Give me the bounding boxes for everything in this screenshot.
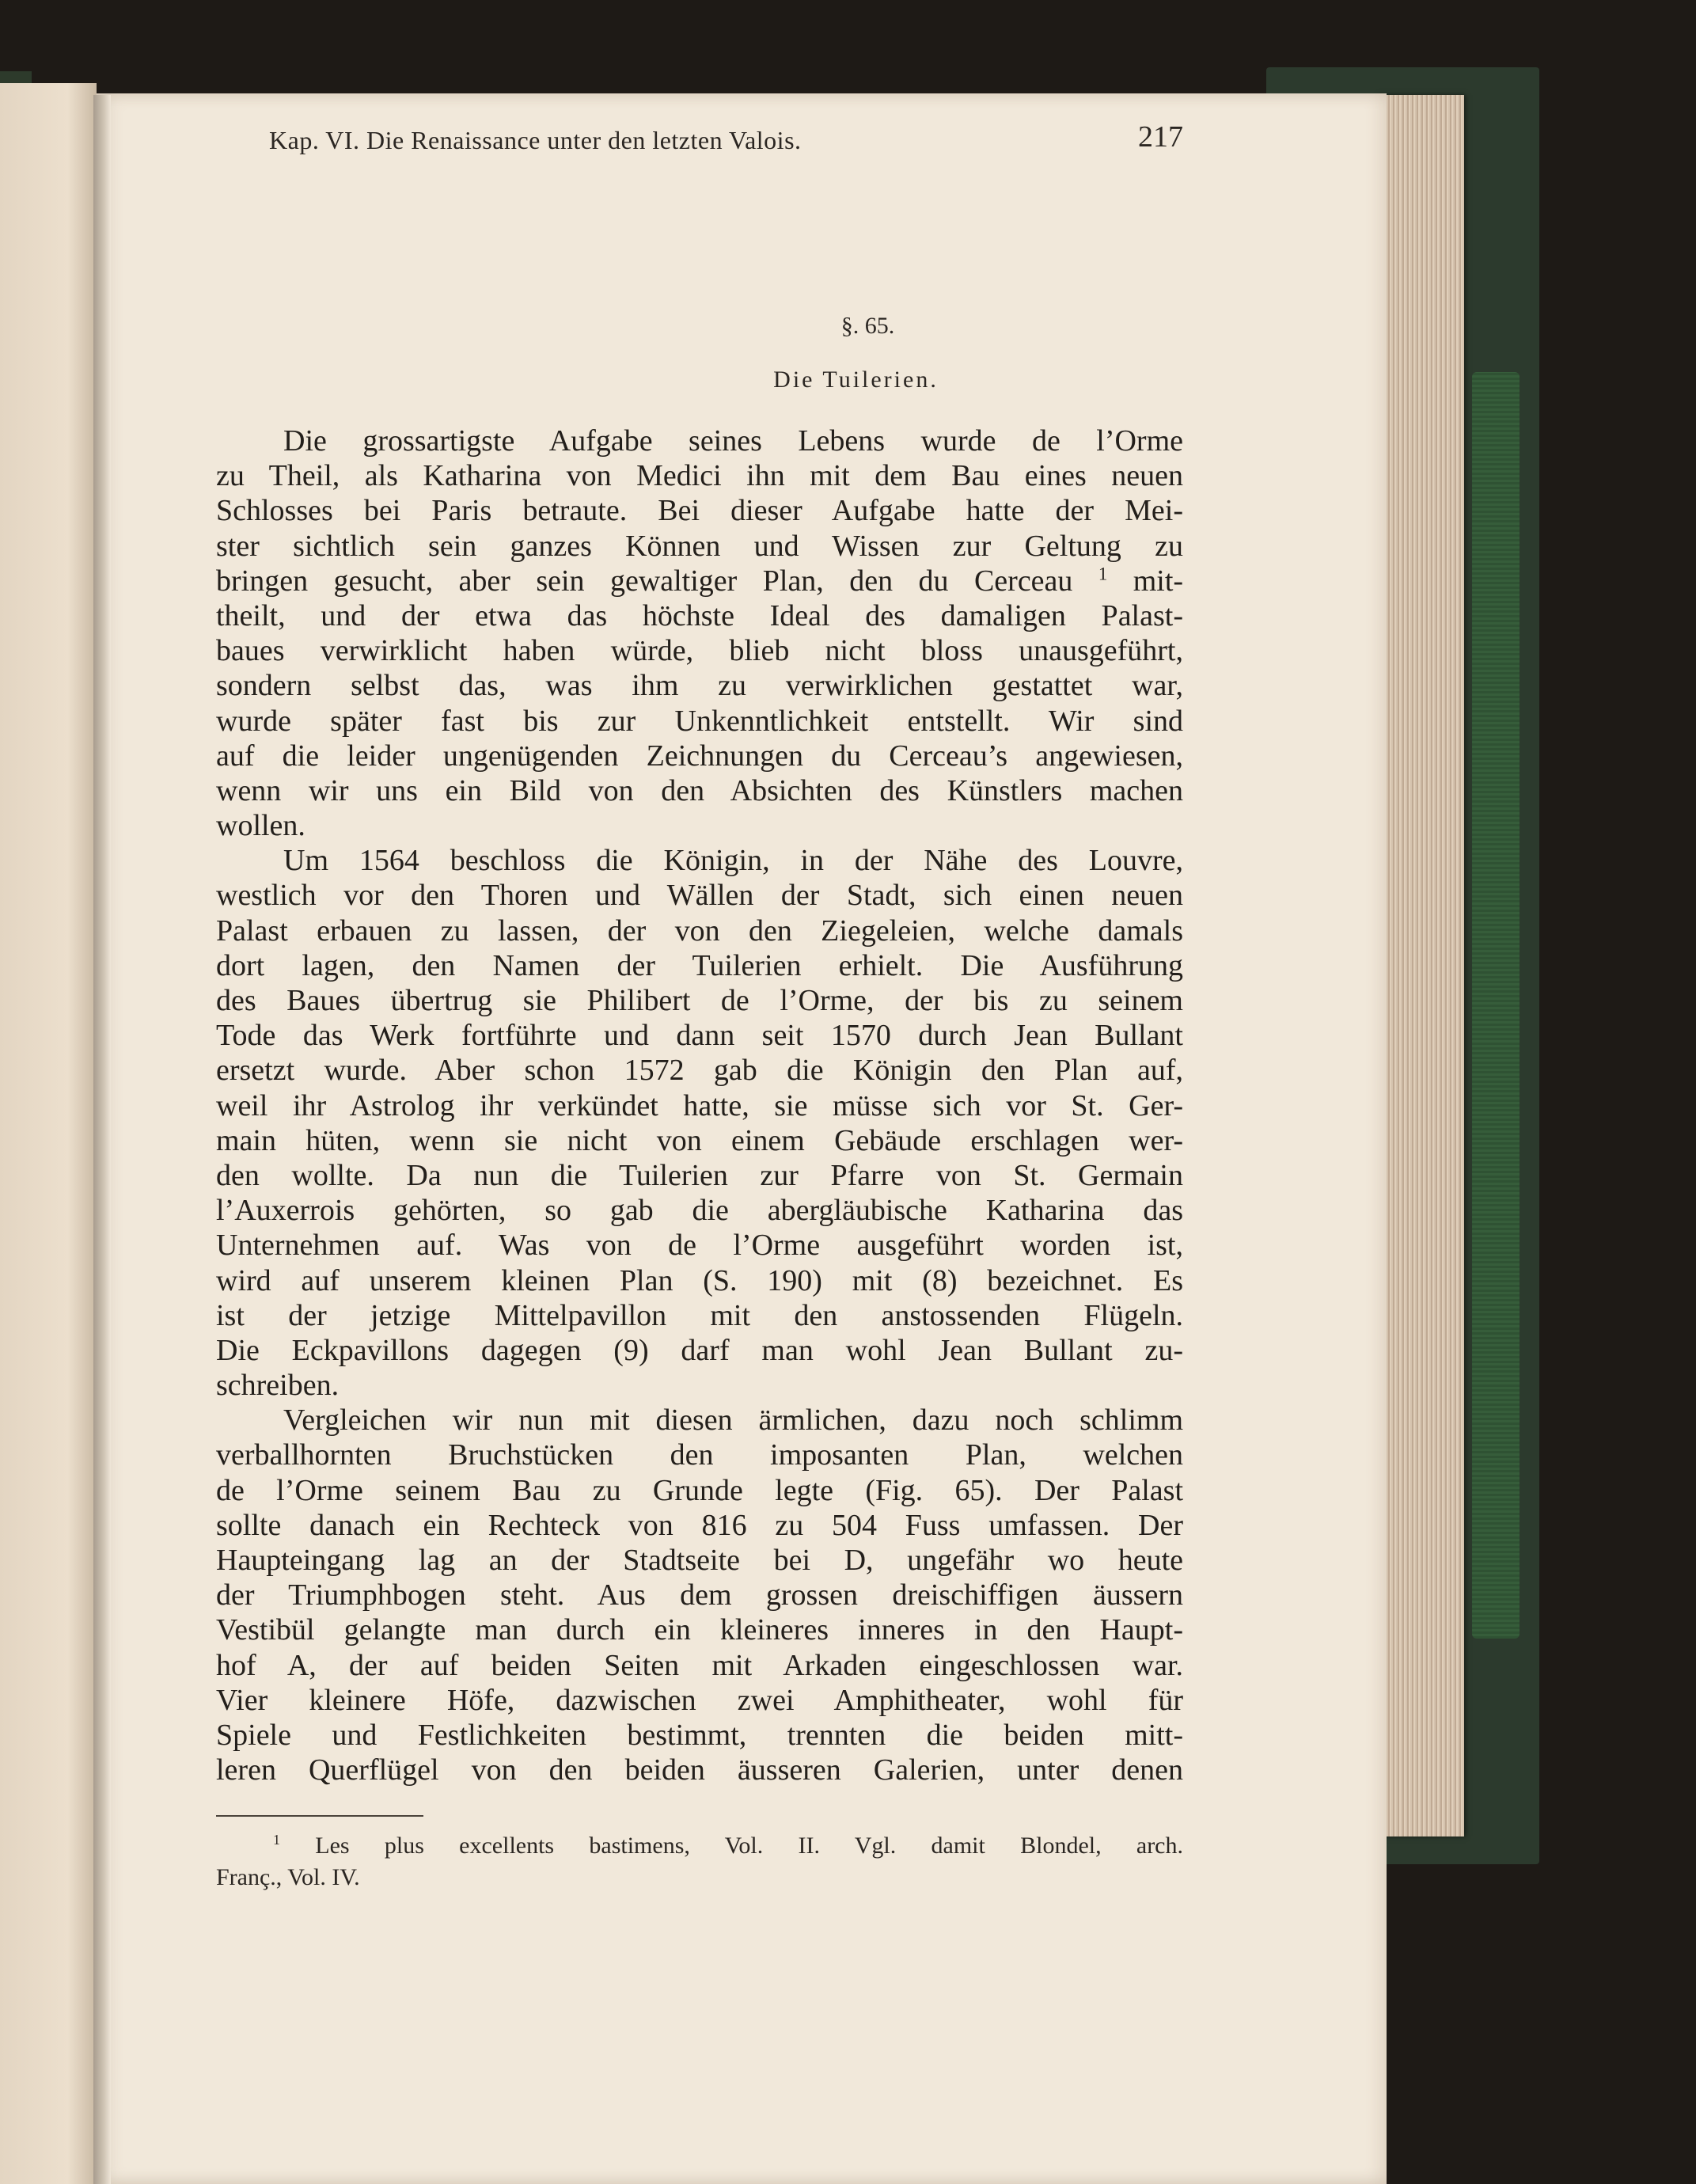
footnote-rule [216, 1815, 423, 1817]
text-line: l’Auxerrois gehörten, so gab die abergläubische Katharina das [216, 1194, 1183, 1228]
text-line-part: mit- [1133, 564, 1183, 598]
text-line: westlich vor den Thoren und Wällen der Stadt, sich einen neuen [216, 879, 1183, 913]
text-line: de l’Orme seinem Bau zu Grunde legte (Fig. 65). Der Palast [216, 1473, 1183, 1507]
text-line: Spiele und Festlichkeiten bestimmt, trennten die beiden mitt- [216, 1718, 1183, 1752]
text-line: ist der jetzige Mittelpavillon mit den anstossenden Flügeln. [216, 1298, 1183, 1332]
section-title: Die Tuilerien. [773, 367, 939, 393]
text-line: ersetzt wurde. Aber schon 1572 gab die Königin den Plan auf, [216, 1054, 1183, 1088]
text-line: Die grossartigste Aufgabe seines Lebens wurde de l’Orme [283, 424, 1183, 458]
footnote [216, 1830, 1183, 1893]
text-line: Vergleichen wir nun mit diesen ärmlichen, dazu noch schlimm [283, 1403, 1183, 1438]
running-head-title: Kap. VI. Die Renaissance unter den letzten Valois. [269, 126, 802, 154]
footnote-line [216, 1830, 1183, 1862]
text-line: Vestibül gelangte man durch ein kleineres inneres in den Haupt- [216, 1613, 1183, 1647]
text-line: ster sichtlich sein ganzes Können und Wissen zur Geltung zu [216, 529, 1183, 563]
footnote-line: Franç., Vol. IV. [216, 1864, 360, 1890]
text-line: auf die leider ungenügenden Zeichnungen du Cerceau’s angewiesen, [216, 739, 1183, 773]
text-line: Haupteingang lag an der Stadtseite bei D, ungefähr wo heute [216, 1544, 1183, 1577]
text-line: Die Eckpavillons dagegen (9) darf man wohl Jean Bullant zu- [216, 1333, 1183, 1367]
running-head [269, 116, 1183, 164]
text-line: Palast erbauen zu lassen, der von den Ziegeleien, welche damals [216, 913, 1183, 948]
text-line: sollte danach ein Rechteck von 816 zu 504 Fuss umfassen. Der [216, 1508, 1183, 1542]
text-line: baues verwirklicht haben würde, blieb nicht bloss unausgeführt, [216, 634, 1183, 668]
text-line: zu Theil, als Katharina von Medici ihn mit dem Bau eines neuen [216, 459, 1183, 493]
text-line: wird auf unserem kleinen Plan (S. 190) mit (8) bezeichnet. Es [216, 1263, 1183, 1297]
text-line: den wollte. Da nun die Tuilerien zur Pfarre von St. Germain [216, 1158, 1183, 1192]
footnote-text: Les plus excellents bastimens, Vol. II. Vgl. damit Blondel, arch. [315, 1833, 1183, 1859]
text-line: weil ihr Astrolog ihr verkündet hatte, sie müsse sich vor St. Ger- [216, 1088, 1183, 1122]
book-gutter [93, 95, 111, 2184]
text-line: Tode das Werk fortführte und dann seit 1570 durch Jean Bullant [216, 1019, 1183, 1053]
text-line: Unternehmen auf. Was von de l’Orme ausgeführt worden ist, [216, 1229, 1183, 1263]
text-line: sondern selbst das, was ihm zu verwirklichen gestattet war, [216, 669, 1183, 703]
text-line: schreiben. [216, 1369, 340, 1403]
text-line: Vier kleinere Höfe, dazwischen zwei Amphitheater, wohl für [216, 1683, 1183, 1717]
text-line: dort lagen, den Namen der Tuilerien erhielt. Die Ausführung [216, 948, 1183, 982]
text-line: theilt, und der etwa das höchste Ideal des damaligen Palast- [216, 598, 1183, 632]
text-line: wenn wir uns ein Bild von den Absichten des Künstlers machen [216, 773, 1183, 807]
section-number: §. 65. [840, 313, 895, 339]
footnote-marker: 1 [273, 1832, 280, 1848]
text-line: wollen. [216, 809, 305, 843]
text-line [216, 564, 1183, 598]
footnote-ref: 1 [1098, 564, 1108, 584]
cover-cloth-panel [1472, 372, 1520, 1639]
body-text [216, 424, 1183, 1787]
page-edges [1377, 95, 1464, 1836]
text-line: Schlosses bei Paris betraute. Bei dieser Aufgabe hatte der Mei- [216, 494, 1183, 528]
left-page-edge [0, 83, 97, 2184]
text-line: der Triumphbogen steht. Aus dem grossen dreischiffigen äussern [216, 1578, 1183, 1612]
text-line: hof A, der auf beiden Seiten mit Arkaden eingeschlossen war. [216, 1648, 1183, 1682]
text-line: leren Querflügel von den beiden äusseren Galerien, unter denen [216, 1753, 1183, 1787]
text-line: main hüten, wenn sie nicht von einem Gebäude erschlagen wer- [216, 1123, 1183, 1157]
text-line: wurde später fast bis zur Unkenntlichkeit entstellt. Wir sind [216, 704, 1183, 738]
text-line: Um 1564 beschloss die Königin, in der Nähe des Louvre, [283, 844, 1183, 878]
text-line: verballhornten Bruchstücken den imposanten Plan, welchen [216, 1438, 1183, 1472]
page-number: 217 [1138, 120, 1183, 154]
text-line-part: bringen gesucht, aber sein gewaltiger Plan, den du Cerceau [216, 564, 1073, 598]
text-line: des Baues übertrug sie Philibert de l’Orme, der bis zu seinem [216, 984, 1183, 1017]
